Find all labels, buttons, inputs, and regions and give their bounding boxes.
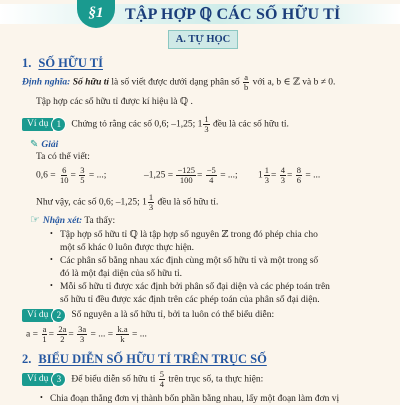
bullet-dot: •: [50, 229, 53, 238]
bullet-dot: •: [50, 281, 53, 290]
example-3-label: Ví dụ: [22, 373, 53, 386]
example-3-step-cut: Chia đoạn thẳng đơn vị thành bốn phần bằng nhau, lấy một đoạn làm đơn vị: [50, 394, 340, 404]
equation-2: –1,25 = $\frac{-125}{100}$ = $\frac{-5}{4}$ = ...;: [144, 165, 238, 185]
solution-intro: Ta có thể viết:: [36, 152, 90, 162]
definition-line: [22, 73, 335, 92]
section-2-heading: [22, 352, 267, 367]
definition-text-b: với a, b ∈ ℤ và b ≠ 0.: [252, 77, 336, 88]
remarks-heading: ☞ Nhận xét: Ta thấy:: [30, 214, 116, 226]
example-1-number: 1: [51, 117, 66, 132]
part-tab: A. TỰ HỌC: [168, 30, 238, 49]
pencil-icon: ✎: [30, 139, 39, 150]
definition-term: Số hữu tỉ: [72, 77, 110, 88]
bullet-dot: •: [50, 255, 53, 264]
section-1-title: SỐ HỮU TỈ: [38, 56, 103, 70]
remark-line-1: Tập hợp số hữu tỉ ℚ là tập hợp số nguyên ℤ trong đó phép chia cho: [60, 230, 318, 240]
example-2-formula: a = $\frac{a}{1}$ = $\frac{2a}{2}$ = $\frac{3a}{3}$ = ... = $\frac{k.a}{k}$ = ...: [26, 324, 147, 344]
section-2-number: 2.: [22, 352, 32, 366]
solution-heading: ✎ Giải: [30, 139, 59, 150]
page-title: TẬP HỢP ℚ CÁC SỐ HỮU TỈ: [125, 6, 341, 23]
remark-line-6: số hữu tỉ đều được xác định trên các phép toán của phân số đại diện.: [60, 295, 320, 305]
solution-conclusion: Như vậy, các số 0,6; –1,25; 1 $\frac{1}{3}$ đều là số hữu tỉ.: [36, 192, 219, 212]
example-2-number: 2: [51, 308, 66, 323]
example-3-header: [22, 368, 264, 389]
remark-line-5: Mỗi số hữu tỉ được xác định bởi phân số đại diện và các phép toán trên: [60, 282, 330, 292]
example-2-text: Số nguyên a là số hữu tỉ, bởi ta luôn có thể biểu diễn:: [71, 310, 275, 320]
definition-label: Định nghĩa:: [22, 77, 71, 88]
example-1-label: Ví dụ: [22, 118, 53, 131]
section-1-number: 1.: [22, 56, 32, 70]
section-1-heading: [22, 56, 103, 71]
remark-line-2: một số khác 0 luôn được thực hiện.: [60, 243, 195, 253]
example-3-number: 3: [51, 372, 66, 387]
bullet-dot: •: [40, 393, 43, 402]
equation-3: 1 $\frac{1}{3}$ = $\frac{4}{3}$ = $\frac{8}{6}$ = ...: [258, 165, 321, 185]
section-2-title: BIỂU DIỄN SỐ HỮU TỈ TRÊN TRỤC SỐ: [38, 352, 267, 366]
example-1-text: Chứng tỏ rằng các số 0,6; –1,25; 1 $\frac{1}{3}$ đều là các số hữu tỉ.: [71, 113, 289, 134]
set-notation-text: Tập hợp các số hữu tỉ được kí hiệu là ℚ .: [36, 97, 193, 107]
example-1-header: [22, 113, 289, 134]
section-badge: §1: [77, 0, 115, 28]
remark-line-3: Các phân số bằng nhau xác định cùng một số hữu tỉ và một trong số: [60, 256, 319, 266]
remark-line-4: đó là một đại diện của số hữu tỉ.: [60, 269, 183, 279]
example-2-header: [22, 308, 274, 322]
definition-text-a: là số viết được dưới dạng phân số: [111, 77, 240, 88]
example-3-text: Để biểu diễn số hữu tỉ $\frac{5}{4}$ trên trục số, ta thực hiện:: [71, 368, 264, 389]
example-2-label: Ví dụ: [22, 309, 53, 322]
equation-1: 0,6 = $\frac{6}{10}$ = $\frac{3}{5}$ = ...;: [36, 165, 107, 185]
pointing-hand-icon: ☞: [30, 214, 40, 226]
definition-fraction: $\frac{a}{b}$: [244, 72, 249, 92]
